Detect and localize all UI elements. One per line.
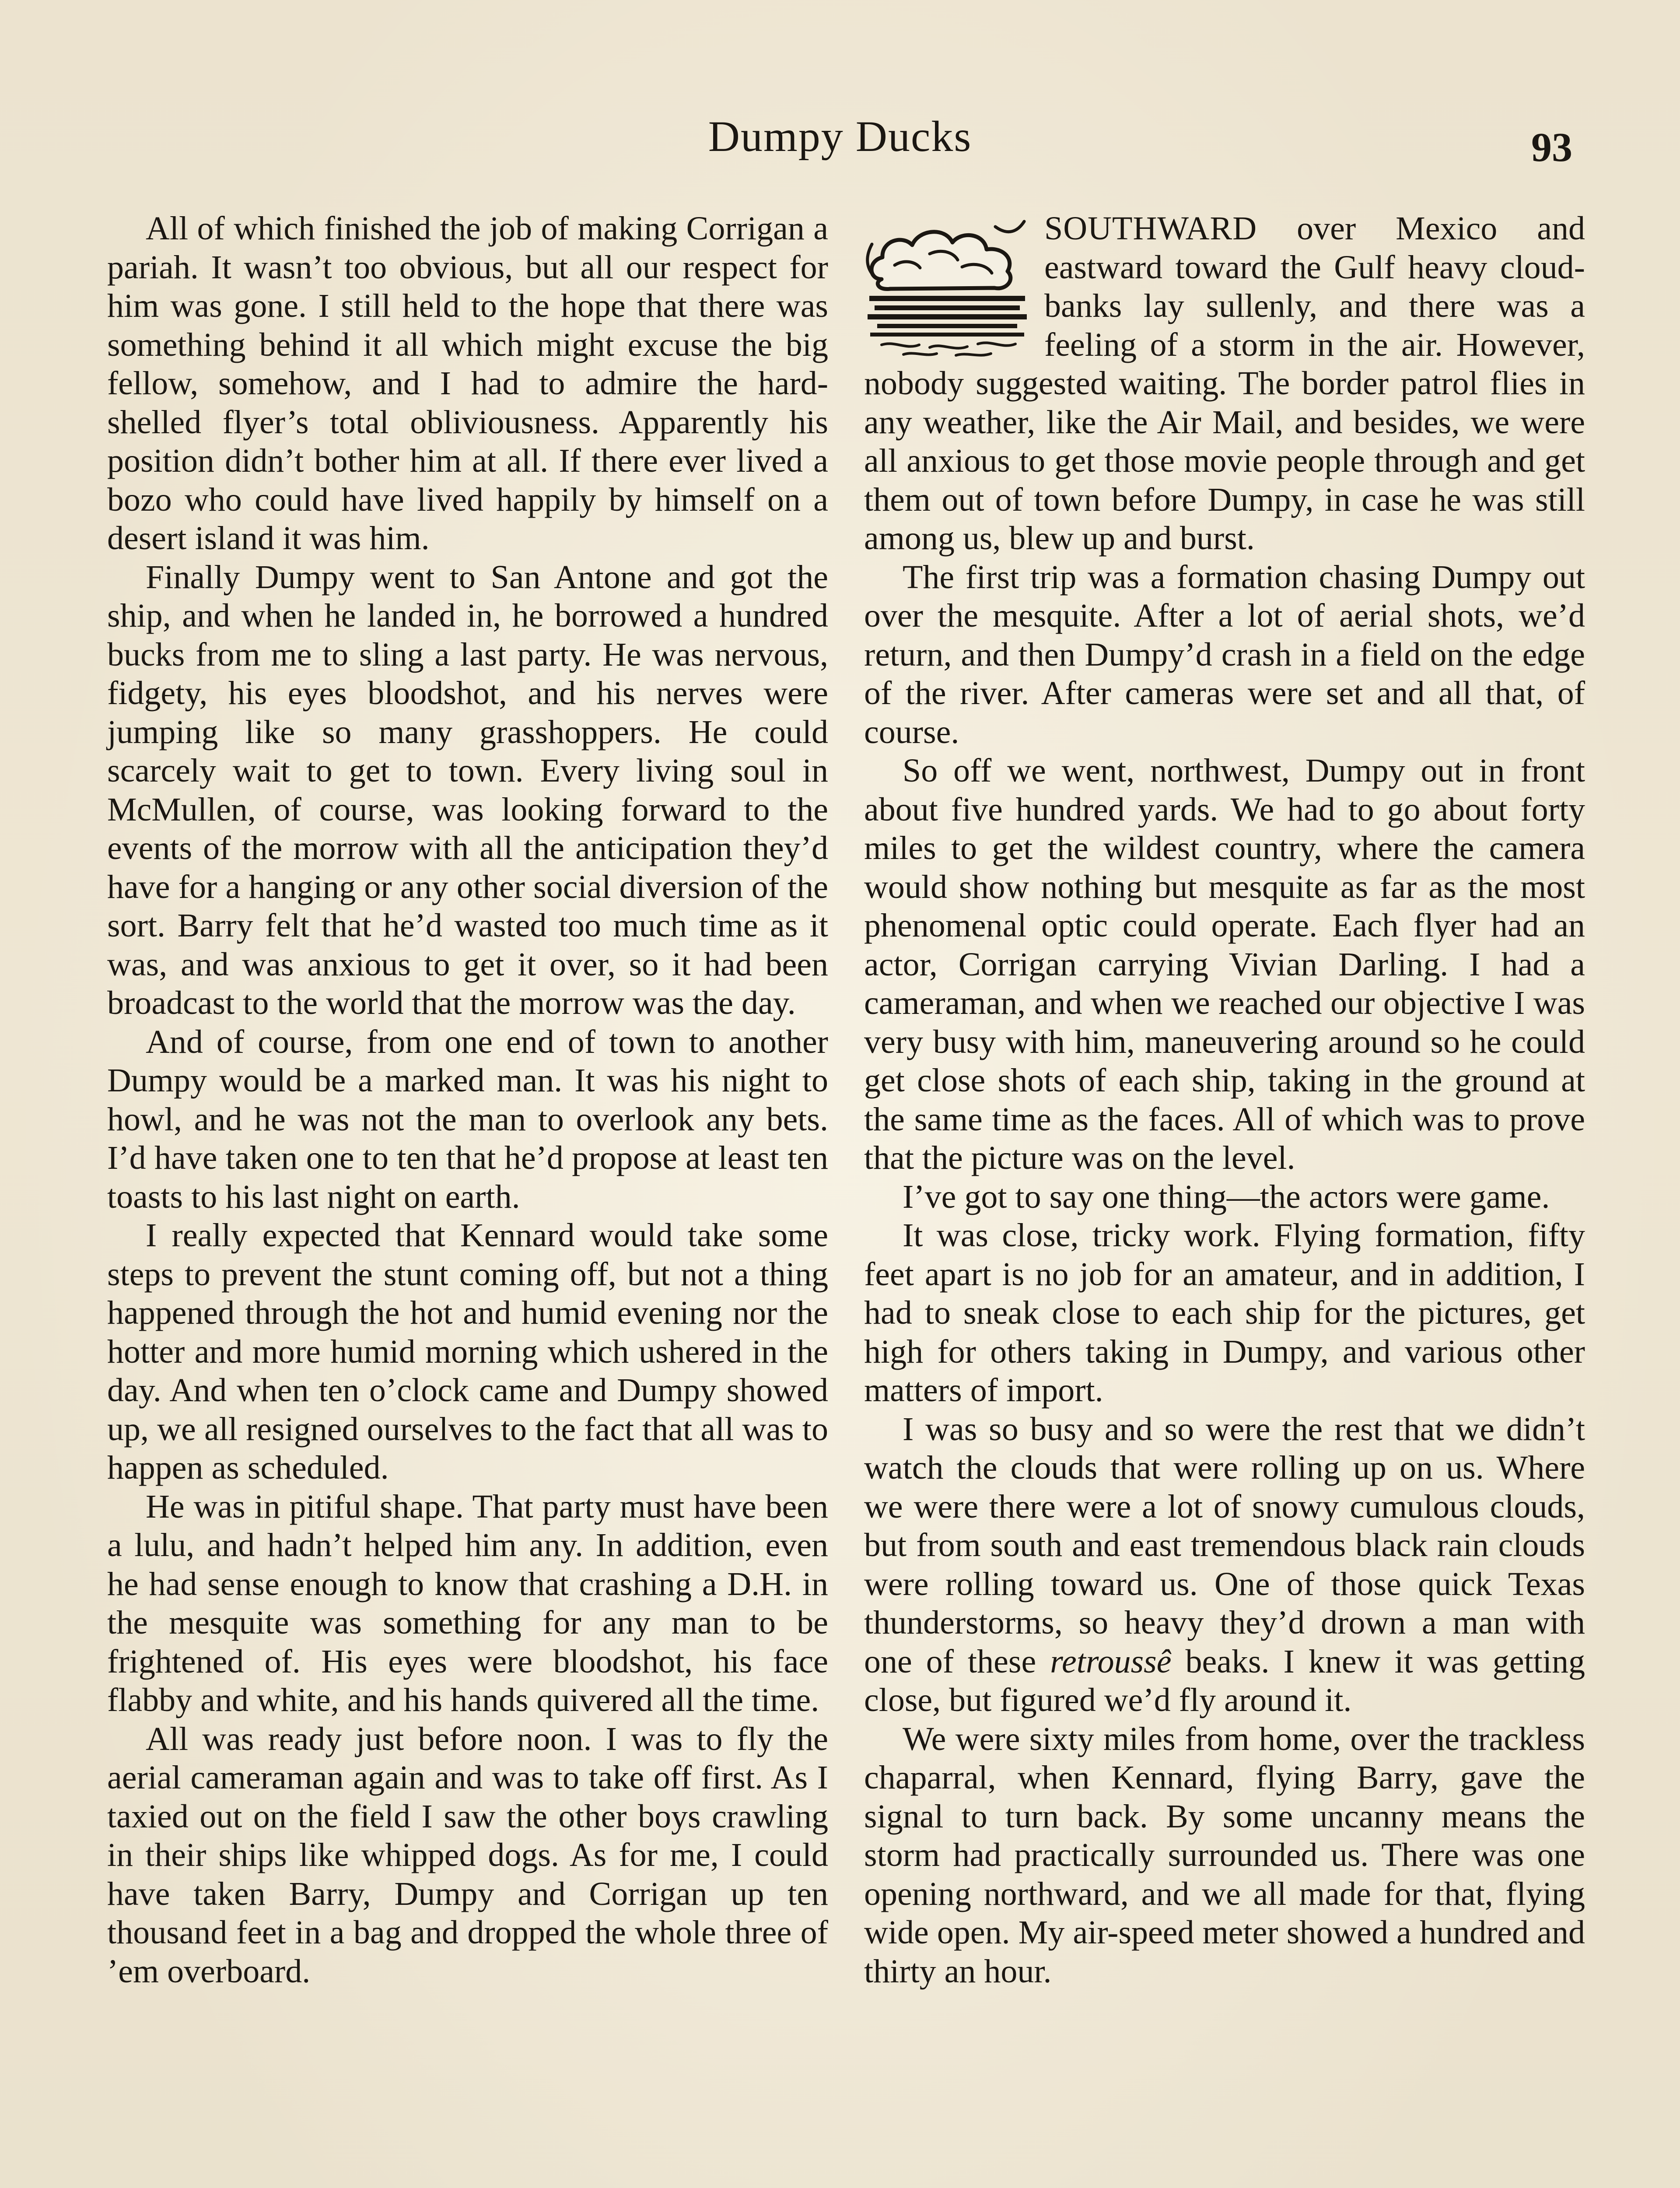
paragraph: It was close, tricky work. Flying formation, fifty feet apart is no job for an amateur, and in addition, I had to sneak close to each ship for the pictures, get high for others taking in Dumpy, and various other matters of import. xyxy=(864,1217,1585,1409)
paragraph: All of which finished the job of making Corrigan a pariah. It wasn’t too obvious, but all our respect for him was gone. I still held to the hope that there was something behind it all which might excuse the big fellow, somehow, and I had to admire the hard-shelled flyer’s total obliviousness. Apparently his position didn’t bother him at all. If there ever lived a bozo who could have lived happily by himself on a desert island it was him. xyxy=(107,210,828,557)
paragraph: All was ready just before noon. I was to fly the aerial cameraman again and was to take off first. As I taxied out on the field I saw the other boys crawling in their ships like whipped dogs. As for me, I could have taken Barry, Dumpy and Corrigan up ten thousand feet in a bag and dropped the whole three of ’em overboard. xyxy=(107,1720,828,1990)
right-column xyxy=(864,209,1585,1991)
storm-paragraph xyxy=(864,1410,1585,1720)
page-number: 93 xyxy=(1531,125,1572,170)
italic-word: retroussê xyxy=(1050,1643,1172,1680)
paragraph: We were sixty miles from home, over the trackless chaparral, when Kennard, flying Barry, gave the signal to turn back. By some uncanny means the storm had practically surrounded us. There was one opening northward, and we all made for that, flying wide open. My air-speed meter showed a hundred and thirty an hour. xyxy=(864,1720,1585,1990)
paragraph-text: I was so busy and so were the rest that we didn’t watch the clouds that were rolling up on us. Where we were there were a lot of snowy cumulous clouds, but from south and east tremendous black rain clouds were rolling toward us. One of those quick Texas thunderstorms, so heavy they’d drown a man with one of these xyxy=(864,1410,1585,1680)
section-opening-paragraph xyxy=(864,209,1585,558)
section-lead-word: SOUTHWARD xyxy=(1044,210,1257,247)
paragraph: Finally Dumpy went to San Antone and got the ship, and when he landed in, he borrowed a hundred bucks from me to sling a last party. He was nervous, fidgety, his eyes bloodshot, and his nerves were jumping like so many grasshoppers. He could scarcely wait to get to town. Every living soul in McMullen, of course, was looking forward to the events of the morrow with all the anticipation they’d have for a hanging or any other social diversion of the sort. Barry felt that he’d wasted too much time as it was, and was anxious to get it over, so it had been broadcast to the world that the morrow was the day. xyxy=(107,558,828,1021)
paragraph: He was in pitiful shape. That party must have been a lulu, and hadn’t helped him any. In addition, even he had sense enough to know that crashing a D.H. in the mesquite was something for any man to be frightened of. His eyes were bloodshot, his face flabby and white, and his hands quivered all the time. xyxy=(107,1488,828,1718)
paragraph: I really expected that Kennard would take some steps to prevent the stunt coming off, but not a thing happened through the hot and humid evening nor the hotter and more humid morning which ushered in the day. And when ten o’clock came and Dumpy showed up, we all resigned ourselves to the fact that all was to happen as scheduled. xyxy=(107,1217,828,1486)
left-column xyxy=(107,209,828,1991)
paragraph: And of course, from one end of town to another Dumpy would be a marked man. It was his night to howl, and he was not the man to overlook any bets. I’d have taken one to ten that he’d propose at least ten toasts to his last night on earth. xyxy=(107,1023,828,1215)
paragraph-text: beaks. I knew it was getting close, but figured we’d fly around it. xyxy=(864,1643,1586,1718)
paragraph: I’ve got to say one thing—the actors were game. xyxy=(903,1178,1550,1215)
paragraph: The first trip was a formation chasing Dumpy out over the mesquite. After a lot of aerial shots, we’d return, and then Dumpy’d crash in a field on the edge of the river. After cameras were set and all that, of course. xyxy=(864,558,1585,750)
running-head-title: Dumpy Ducks xyxy=(708,112,972,161)
cloud-over-water-icon xyxy=(864,214,1030,358)
paragraph-text: over Mexico and eastward toward the Gulf heavy cloud-banks lay sullenly, and there was a feeling of a storm in the air. However, nobody suggested waiting. The border patrol flies in any weather, like the Air Mail, and besides, we were all anxious to get those movie people through and get them out of town before Dumpy, in case he was still among us, blew up and burst. xyxy=(864,210,1585,557)
paragraph: So off we went, northwest, Dumpy out in front about five hundred yards. We had to go about forty miles to get the wildest country, where the camera would show nothing but mesquite as far as the most phenomenal optic could operate. Each flyer had an actor, Corrigan carrying Vivian Darling. I had a cameraman, and when we reached our objective I was very busy with him, maneuvering around so he could get close shots of each ship, taking in the ground at the same time as the faces. All of which was to prove that the picture was on the level. xyxy=(864,752,1585,1176)
